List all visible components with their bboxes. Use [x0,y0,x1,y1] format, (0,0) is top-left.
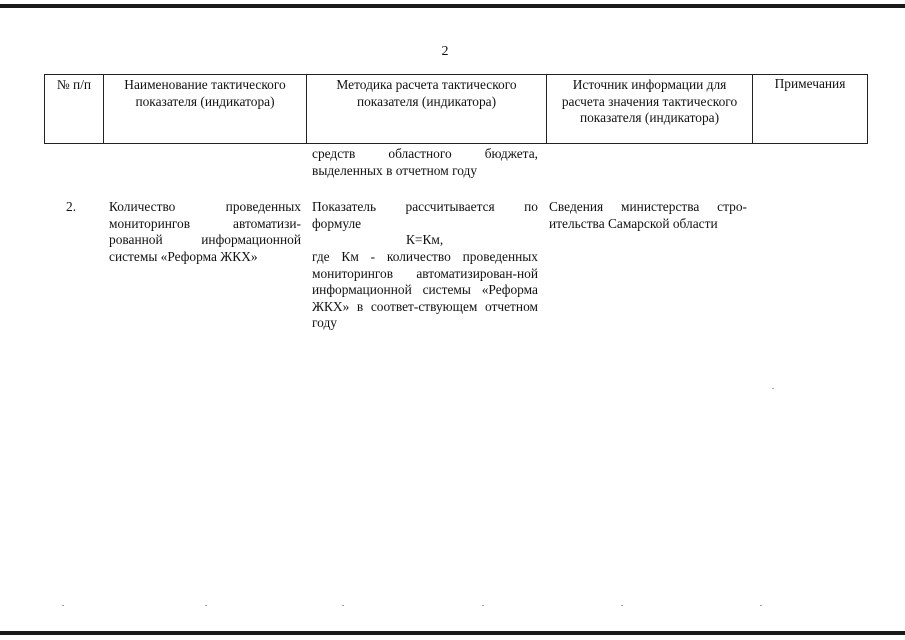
scan-speck [760,605,762,606]
continuation-line-2: выделенных в отчетном году [312,163,478,178]
header-number: № п/п [45,75,104,144]
indicator-table-header [44,74,868,144]
scan-speck [205,605,207,606]
header-information-source: Источник информации для расчета значения тактического показателя (индикатора) [547,75,753,144]
header-calculation-method: Методика расчета тактического показателя (индикатора) [307,75,547,144]
row-2-method-intro: Показатель рассчитывается по формуле [312,199,538,231]
header-notes: Примечания [753,75,868,144]
scan-speck [772,388,774,389]
scan-speck [342,605,344,606]
top-scan-border [0,4,905,8]
row-2-number: 2. [66,199,77,214]
row-2-indicator-name: Количество проведенных мониторингов автоматизи-рованной информационной системы «Реформа ЖКХ» [109,199,301,264]
row-2-information-source: Сведения министерства стро-ительства Самарской области [549,199,747,231]
header-indicator-name: Наименование тактического показателя (индикатора) [104,75,307,144]
page-number: 2 [441,44,449,59]
bottom-scan-border [0,631,905,635]
scan-speck [62,605,64,606]
row-2-method-explanation: где Км - количество проведенных мониторингов автоматизирован-ной информационной системы «Реформа ЖКХ» в соответ-ствующем отчетном году [312,249,538,331]
header-row [45,75,868,144]
scan-speck [482,605,484,606]
scan-speck [621,605,623,606]
row-2-formula: К=Км, [406,232,444,247]
continuation-line-1: средств областного бюджета, [312,146,538,161]
